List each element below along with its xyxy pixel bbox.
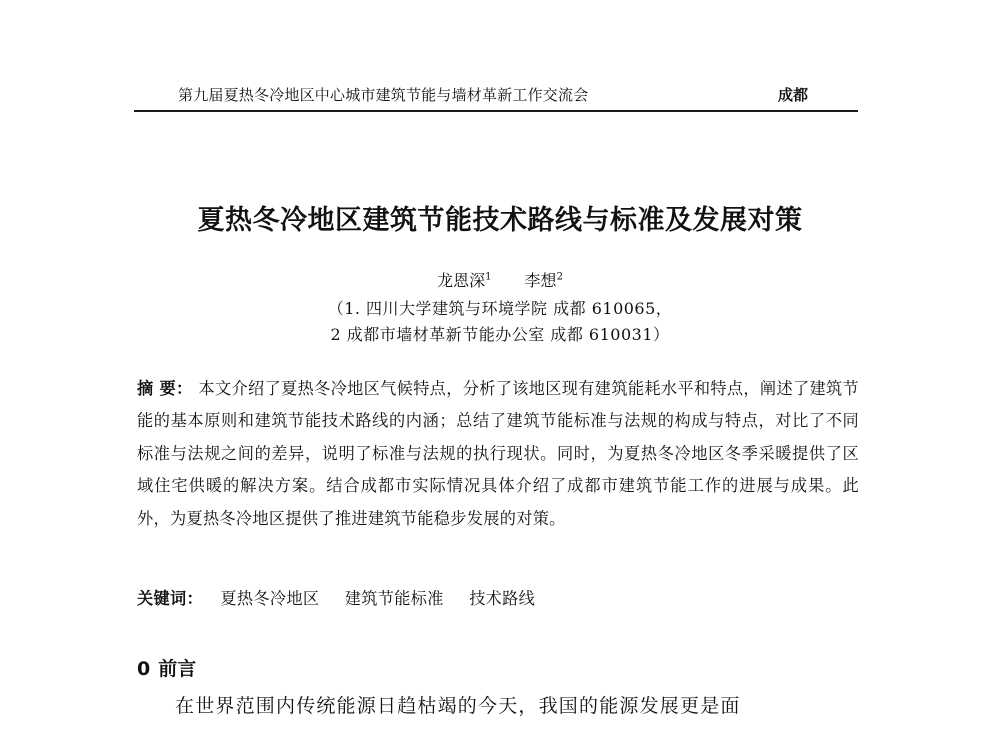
abstract-label: 摘 要： bbox=[137, 379, 193, 398]
author-2-name: 李想 bbox=[524, 271, 557, 290]
author-2 bbox=[525, 271, 563, 290]
header-city: 成都 bbox=[777, 86, 808, 104]
keywords bbox=[137, 585, 859, 609]
abstract-text: 本文介绍了夏热冬冷地区气候特点，分析了该地区现有建筑能耗水平和特点，阐述了建筑节能的基本原则和建筑节能技术路线的内涵；总结了建筑节能标准与法规的构成与特点，对比了不同标准与法规之间的差异，说明了标准与法规的执行现状。同时，为夏热冬冷地区冬季采暖提供了区域住宅供暖的解决方案。结合成都市实际情况具体介绍了成都市建筑节能工作的进展与成果。此外，为夏热冬冷地区提供了推进建筑节能稳步发展的对策。 bbox=[137, 379, 859, 528]
keyword-item: 夏热冬冷地区 bbox=[220, 589, 320, 608]
abstract bbox=[137, 373, 859, 535]
author-2-affil-mark: 2 bbox=[556, 271, 563, 283]
section-number: 0 bbox=[137, 658, 151, 680]
intro-paragraph: 在世界范围内传统能源日趋枯竭的今天，我国的能源发展更是面 bbox=[175, 695, 741, 717]
keyword-item: 技术路线 bbox=[469, 589, 536, 608]
author-list bbox=[0, 268, 1000, 291]
conference-name: 第九届夏热冬冷地区中心城市建筑节能与墙材革新工作交流会 bbox=[178, 86, 589, 104]
author-1-name: 龙恩深 bbox=[437, 271, 486, 290]
running-header bbox=[134, 80, 858, 112]
affiliation-line-1: （1. 四川大学建筑与环境学院 成都 610065， bbox=[327, 299, 673, 318]
paper-title: 夏热冬冷地区建筑节能技术路线与标准及发展对策 bbox=[197, 205, 803, 236]
section-title: 前言 bbox=[158, 658, 197, 680]
keyword-item: 建筑节能标准 bbox=[344, 589, 444, 608]
keywords-label: 关键词： bbox=[137, 589, 203, 608]
affiliation-line-2: 2 成都市墙材革新节能办公室 成都 610031） bbox=[330, 325, 670, 344]
section-heading bbox=[137, 654, 196, 681]
author-1 bbox=[437, 271, 491, 290]
author-1-affil-mark: 1 bbox=[485, 271, 492, 283]
